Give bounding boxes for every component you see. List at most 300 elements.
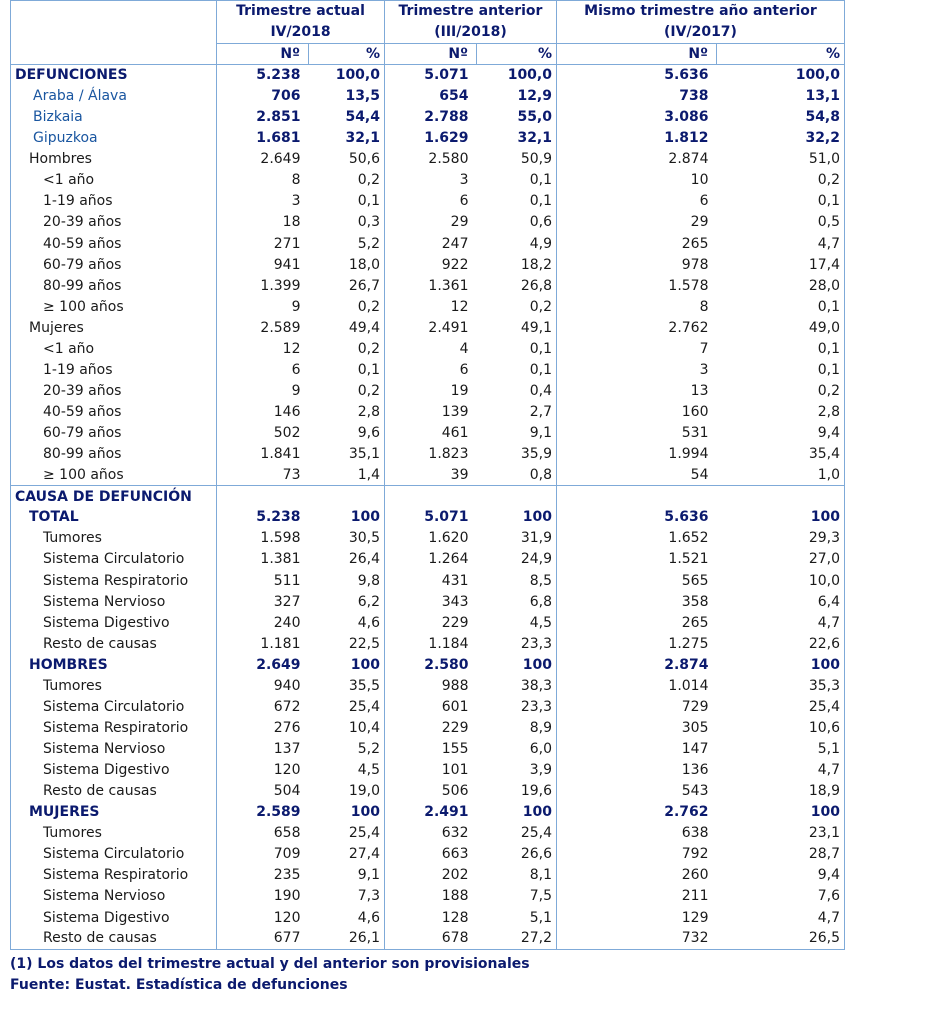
cell-pct-last-year: 5,1 (817, 741, 840, 758)
table-row (11, 717, 845, 738)
row-label: Sistema Circulatorio (43, 551, 185, 568)
cell-n-previous: 139 (385, 402, 477, 423)
cell-n-previous: 12 (385, 296, 477, 317)
cell-pct-current: 100 (350, 509, 380, 526)
cell-pct-previous: 26,6 (520, 846, 552, 863)
cell-n-last-year: 358 (557, 591, 717, 612)
cell-n-last-year: 8 (557, 296, 717, 317)
cell-n-current: 940 (217, 675, 309, 696)
cell-n-previous: 461 (385, 423, 477, 444)
cell-pct-last-year: 4,7 (817, 762, 840, 779)
cell-pct-previous: 32,1 (517, 130, 552, 147)
cell-pct-previous: 55,0 (517, 109, 552, 126)
table-row (11, 212, 845, 233)
cell-n-current: 73 (217, 465, 309, 486)
cell-pct-last-year: 1,0 (817, 466, 840, 483)
cell-n-previous: 188 (385, 886, 477, 907)
cell-pct-current: 9,6 (357, 425, 380, 442)
cell-n-current: 504 (217, 781, 309, 802)
cell-pct-last-year: 29,3 (808, 530, 840, 547)
row-label: Sistema Digestivo (43, 614, 170, 631)
row-label: Sistema Circulatorio (43, 698, 185, 715)
table-row (11, 65, 845, 86)
cell-pct-current: 7,3 (357, 888, 380, 905)
cell-pct-previous: 12,9 (517, 88, 552, 105)
cell-n-previous: 678 (385, 928, 477, 949)
cell-n-current (217, 486, 309, 507)
cell-pct-current: 9,1 (357, 867, 380, 884)
cell-n-current: 706 (217, 86, 309, 107)
table-row (11, 865, 845, 886)
cell-n-previous: 128 (385, 907, 477, 928)
cell-pct-previous: 8,9 (529, 719, 552, 736)
row-label: Sistema Digestivo (43, 909, 170, 926)
cell-pct-last-year: 0,5 (817, 214, 840, 231)
cell-pct-last-year (717, 486, 845, 507)
cell-pct-last-year: 0,2 (817, 382, 840, 399)
cell-n-current: 941 (217, 254, 309, 275)
cell-pct-current: 25,4 (348, 698, 380, 715)
header-group-last-year: Mismo trimestre año anterior (557, 1, 845, 23)
cell-n-previous: 663 (385, 844, 477, 865)
cell-n-last-year: 10 (557, 170, 717, 191)
cell-n-current: 3 (217, 191, 309, 212)
cell-n-last-year: 2.762 (557, 317, 717, 338)
cell-n-last-year: 5.636 (557, 507, 717, 528)
cell-n-last-year: 792 (557, 844, 717, 865)
table-row (11, 444, 845, 465)
cell-n-previous: 5.071 (385, 507, 477, 528)
header-row-groups (11, 1, 845, 23)
table-row (11, 465, 845, 486)
cell-pct-previous: 8,5 (529, 572, 552, 589)
cell-n-last-year: 211 (557, 886, 717, 907)
table-row (11, 549, 845, 570)
cell-n-last-year: 1.521 (557, 549, 717, 570)
row-label: Sistema Respiratorio (43, 867, 189, 884)
cell-pct-last-year: 4,7 (817, 614, 840, 631)
cell-n-current: 6 (217, 359, 309, 380)
cell-pct-last-year: 51,0 (808, 151, 840, 168)
cell-n-previous: 2.491 (385, 802, 477, 823)
cell-n-current: 1.399 (217, 275, 309, 296)
cell-n-last-year: 3 (557, 359, 717, 380)
cell-n-previous: 202 (385, 865, 477, 886)
cell-pct-current: 0,3 (357, 214, 380, 231)
cell-pct-previous: 0,8 (529, 466, 552, 483)
table-row (11, 338, 845, 359)
cell-pct-last-year: 100 (810, 509, 840, 526)
table-body (11, 65, 845, 950)
cell-pct-last-year: 4,7 (817, 909, 840, 926)
table-row (11, 844, 845, 865)
table-row (11, 107, 845, 128)
cell-n-previous: 6 (385, 191, 477, 212)
cell-n-previous: 654 (385, 86, 477, 107)
cell-n-last-year: 147 (557, 739, 717, 760)
table-row (11, 781, 845, 802)
header-group-previous: Trimestre anterior (385, 1, 557, 23)
row-label: 40-59 años (43, 235, 122, 252)
deaths-table (10, 0, 845, 950)
table-row (11, 654, 845, 675)
cell-n-current: 190 (217, 886, 309, 907)
cell-n-current: 120 (217, 760, 309, 781)
row-label: Tumores (43, 825, 102, 842)
row-label: Gipuzkoa (33, 130, 98, 147)
cell-pct-previous: 0,6 (529, 214, 552, 231)
cell-pct-previous: 0,2 (529, 298, 552, 315)
table-row (11, 423, 845, 444)
table-row (11, 570, 845, 591)
row-label: Resto de causas (43, 783, 157, 800)
row-label: HOMBRES (29, 656, 108, 673)
row-label: Araba / Álava (33, 88, 127, 105)
cell-pct-last-year: 10,0 (808, 572, 840, 589)
cell-pct-previous: 25,4 (520, 825, 552, 842)
table-row (11, 823, 845, 844)
cell-pct-current: 1,4 (357, 466, 380, 483)
cell-pct-current: 25,4 (348, 825, 380, 842)
cell-pct-current: 0,2 (357, 172, 380, 189)
cell-pct-current: 26,1 (348, 930, 380, 947)
cell-n-current: 120 (217, 907, 309, 928)
cell-pct-previous: 38,3 (520, 677, 552, 694)
cell-pct-current: 100,0 (335, 67, 380, 84)
cell-n-previous: 2.580 (385, 654, 477, 675)
table-row (11, 317, 845, 338)
cell-n-current: 9 (217, 296, 309, 317)
table-row (11, 928, 845, 949)
cell-pct-current: 10,4 (348, 719, 380, 736)
cell-n-current: 137 (217, 739, 309, 760)
row-label: 1-19 años (43, 361, 113, 378)
cell-n-current: 18 (217, 212, 309, 233)
cell-n-previous (385, 486, 477, 507)
header-pct-current: % (309, 44, 385, 65)
header-n-current: Nº (217, 44, 309, 65)
cell-pct-previous: 27,2 (520, 930, 552, 947)
cell-n-current: 1.181 (217, 633, 309, 654)
cell-n-last-year: 543 (557, 781, 717, 802)
header-group-current: Trimestre actual (217, 1, 385, 23)
cell-pct-last-year: 28,7 (808, 846, 840, 863)
cell-pct-previous: 9,1 (529, 425, 552, 442)
row-label: CAUSA DE DEFUNCIÓN (11, 486, 217, 507)
row-label: Sistema Nervioso (43, 741, 166, 758)
cell-pct-current: 27,4 (348, 846, 380, 863)
cell-pct-last-year: 0,1 (817, 340, 840, 357)
row-label: Resto de causas (43, 635, 157, 652)
cell-n-last-year: 1.578 (557, 275, 717, 296)
cell-pct-current: 35,1 (348, 446, 380, 463)
cell-n-previous: 2.788 (385, 107, 477, 128)
table-row (11, 296, 845, 317)
row-label: 20-39 años (43, 214, 122, 231)
header-row-periods (11, 22, 845, 44)
cell-n-current: 502 (217, 423, 309, 444)
cell-n-last-year: 265 (557, 233, 717, 254)
cell-pct-previous: 0,1 (529, 340, 552, 357)
cell-n-current: 12 (217, 338, 309, 359)
header-period-previous: (III/2018) (385, 22, 557, 44)
cell-n-current: 146 (217, 402, 309, 423)
table-row (11, 402, 845, 423)
row-label: <1 año (43, 172, 95, 189)
cell-n-last-year: 7 (557, 338, 717, 359)
cell-n-last-year: 265 (557, 612, 717, 633)
cell-n-previous: 601 (385, 696, 477, 717)
table-row (11, 486, 845, 507)
cell-pct-current: 13,5 (345, 88, 380, 105)
cell-pct-previous: 4,9 (529, 235, 552, 252)
cell-n-current: 8 (217, 170, 309, 191)
row-label: Bizkaia (33, 109, 83, 126)
cell-n-last-year: 1.812 (557, 128, 717, 149)
cell-n-last-year: 738 (557, 86, 717, 107)
cell-pct-current: 100 (350, 804, 380, 821)
cell-pct-current: 54,4 (345, 109, 380, 126)
cell-pct-previous: 6,0 (529, 741, 552, 758)
cell-n-current: 5.238 (217, 507, 309, 528)
cell-pct-current: 0,1 (357, 361, 380, 378)
cell-n-previous: 155 (385, 739, 477, 760)
cell-pct-current: 4,6 (357, 909, 380, 926)
cell-n-previous: 2.580 (385, 149, 477, 170)
cell-n-last-year: 2.874 (557, 654, 717, 675)
cell-n-last-year: 1.014 (557, 675, 717, 696)
cell-pct-last-year: 27,0 (808, 551, 840, 568)
row-label: ≥ 100 años (43, 298, 124, 315)
footnote-provisional: (1) Los datos del trimestre actual y del anterior son provisionales (10, 955, 530, 972)
cell-n-previous: 19 (385, 380, 477, 401)
cell-pct-current: 9,8 (357, 572, 380, 589)
table-row (11, 886, 845, 907)
cell-n-current: 240 (217, 612, 309, 633)
cell-pct-previous (477, 486, 557, 507)
cell-pct-previous: 6,8 (529, 593, 552, 610)
cell-pct-current: 49,4 (348, 319, 380, 336)
row-label: Resto de causas (43, 930, 157, 947)
cell-n-last-year: 13 (557, 380, 717, 401)
cell-pct-previous: 7,5 (529, 888, 552, 905)
table-row (11, 86, 845, 107)
cell-n-last-year: 638 (557, 823, 717, 844)
cell-n-previous: 229 (385, 717, 477, 738)
cell-n-current: 2.589 (217, 317, 309, 338)
cell-n-previous: 247 (385, 233, 477, 254)
cell-n-last-year: 29 (557, 212, 717, 233)
statistics-document (10, 0, 844, 996)
cell-n-previous: 632 (385, 823, 477, 844)
table-row (11, 633, 845, 654)
cell-n-previous: 6 (385, 359, 477, 380)
cell-n-previous: 922 (385, 254, 477, 275)
cell-n-current: 327 (217, 591, 309, 612)
table-row (11, 907, 845, 928)
cell-pct-previous: 23,3 (520, 698, 552, 715)
cell-n-previous: 1.184 (385, 633, 477, 654)
cell-pct-previous: 100 (522, 656, 552, 673)
cell-n-last-year: 978 (557, 254, 717, 275)
cell-n-previous: 988 (385, 675, 477, 696)
cell-pct-current: 0,2 (357, 340, 380, 357)
row-label: TOTAL (29, 509, 79, 526)
cell-pct-last-year: 22,6 (808, 635, 840, 652)
cell-n-current: 709 (217, 844, 309, 865)
cell-pct-last-year: 23,1 (808, 825, 840, 842)
cell-pct-previous: 8,1 (529, 867, 552, 884)
cell-pct-current: 0,2 (357, 298, 380, 315)
row-label: MUJERES (29, 804, 100, 821)
cell-pct-last-year: 10,6 (808, 719, 840, 736)
cell-pct-current: 35,5 (348, 677, 380, 694)
cell-n-previous: 39 (385, 465, 477, 486)
cell-pct-last-year: 54,8 (805, 109, 840, 126)
cell-n-previous: 1.620 (385, 528, 477, 549)
cell-pct-last-year: 32,2 (805, 130, 840, 147)
cell-n-current: 1.381 (217, 549, 309, 570)
header-corner (11, 1, 217, 23)
header-period-current: IV/2018 (217, 22, 385, 44)
cell-pct-last-year: 4,7 (817, 235, 840, 252)
cell-pct-last-year: 49,0 (808, 319, 840, 336)
cell-pct-last-year: 2,8 (817, 404, 840, 421)
cell-n-last-year: 129 (557, 907, 717, 928)
row-label: Sistema Respiratorio (43, 572, 189, 589)
table-row (11, 696, 845, 717)
cell-n-current: 5.238 (217, 65, 309, 86)
row-label: 1-19 años (43, 193, 113, 210)
cell-n-previous: 4 (385, 338, 477, 359)
cell-n-previous: 1.264 (385, 549, 477, 570)
cell-n-current: 2.649 (217, 149, 309, 170)
cell-n-previous: 5.071 (385, 65, 477, 86)
row-label: ≥ 100 años (43, 466, 124, 483)
cell-n-last-year: 54 (557, 465, 717, 486)
cell-pct-current (309, 486, 385, 507)
cell-pct-last-year: 100 (810, 656, 840, 673)
cell-n-last-year: 136 (557, 760, 717, 781)
table-row (11, 675, 845, 696)
cell-pct-current: 18,0 (348, 256, 380, 273)
cell-pct-current: 5,2 (357, 741, 380, 758)
table-row (11, 359, 845, 380)
table-row (11, 802, 845, 823)
cell-n-last-year: 3.086 (557, 107, 717, 128)
table-row (11, 170, 845, 191)
cell-pct-previous: 0,1 (529, 193, 552, 210)
cell-pct-previous: 19,6 (520, 783, 552, 800)
cell-n-previous: 229 (385, 612, 477, 633)
row-label: Tumores (43, 530, 102, 547)
cell-n-last-year (557, 486, 717, 507)
table-row (11, 149, 845, 170)
cell-pct-last-year: 0,2 (817, 172, 840, 189)
cell-n-previous: 506 (385, 781, 477, 802)
cell-pct-current: 6,2 (357, 593, 380, 610)
cell-n-current: 276 (217, 717, 309, 738)
header-n-last-year: Nº (557, 44, 717, 65)
table-row (11, 128, 845, 149)
table-row (11, 507, 845, 528)
cell-pct-previous: 18,2 (520, 256, 552, 273)
cell-n-previous: 343 (385, 591, 477, 612)
cell-pct-last-year: 100,0 (795, 67, 840, 84)
row-label: Hombres (29, 151, 92, 168)
cell-n-last-year: 565 (557, 570, 717, 591)
cell-pct-previous: 31,9 (520, 530, 552, 547)
table-row (11, 233, 845, 254)
cell-n-previous: 1.361 (385, 275, 477, 296)
cell-pct-previous: 100 (522, 804, 552, 821)
cell-n-current: 1.841 (217, 444, 309, 465)
cell-pct-last-year: 17,4 (808, 256, 840, 273)
cell-n-current: 271 (217, 233, 309, 254)
cell-pct-current: 0,2 (357, 382, 380, 399)
table-row (11, 528, 845, 549)
cell-pct-current: 50,6 (348, 151, 380, 168)
row-label: Mujeres (29, 319, 84, 336)
cell-n-current: 2.649 (217, 654, 309, 675)
header-row-units (11, 44, 845, 65)
row-label: Sistema Respiratorio (43, 719, 189, 736)
table-row (11, 380, 845, 401)
table-row (11, 760, 845, 781)
cell-pct-previous: 0,4 (529, 382, 552, 399)
cell-n-current: 1.598 (217, 528, 309, 549)
cell-n-last-year: 6 (557, 191, 717, 212)
row-label: 20-39 años (43, 382, 122, 399)
cell-pct-current: 4,6 (357, 614, 380, 631)
cell-pct-current: 0,1 (357, 193, 380, 210)
cell-pct-previous: 4,5 (529, 614, 552, 631)
cell-pct-last-year: 100 (810, 804, 840, 821)
cell-pct-current: 19,0 (348, 783, 380, 800)
table-row (11, 254, 845, 275)
header-n-previous: Nº (385, 44, 477, 65)
cell-pct-last-year: 28,0 (808, 277, 840, 294)
cell-n-previous: 431 (385, 570, 477, 591)
cell-n-previous: 3 (385, 170, 477, 191)
cell-pct-last-year: 26,5 (808, 930, 840, 947)
cell-pct-last-year: 35,4 (808, 446, 840, 463)
row-label: Sistema Nervioso (43, 888, 166, 905)
cell-n-current: 2.589 (217, 802, 309, 823)
cell-pct-current: 26,4 (348, 551, 380, 568)
cell-n-current: 677 (217, 928, 309, 949)
cell-pct-previous: 50,9 (520, 151, 552, 168)
cell-n-last-year: 160 (557, 402, 717, 423)
cell-pct-previous: 5,1 (529, 909, 552, 926)
cell-pct-previous: 35,9 (520, 446, 552, 463)
cell-pct-previous: 2,7 (529, 404, 552, 421)
cell-pct-last-year: 0,1 (817, 361, 840, 378)
table-row (11, 275, 845, 296)
cell-pct-current: 32,1 (345, 130, 380, 147)
header-corner-2 (11, 22, 217, 44)
row-label: 80-99 años (43, 277, 122, 294)
cell-pct-current: 5,2 (357, 235, 380, 252)
cell-n-last-year: 732 (557, 928, 717, 949)
cell-n-last-year: 729 (557, 696, 717, 717)
cell-n-last-year: 5.636 (557, 65, 717, 86)
cell-pct-last-year: 9,4 (817, 425, 840, 442)
footnote-source: Fuente: Eustat. Estadística de defunciones (10, 976, 348, 993)
cell-pct-previous: 100 (522, 509, 552, 526)
row-label: 60-79 años (43, 256, 122, 273)
table-row (11, 739, 845, 760)
